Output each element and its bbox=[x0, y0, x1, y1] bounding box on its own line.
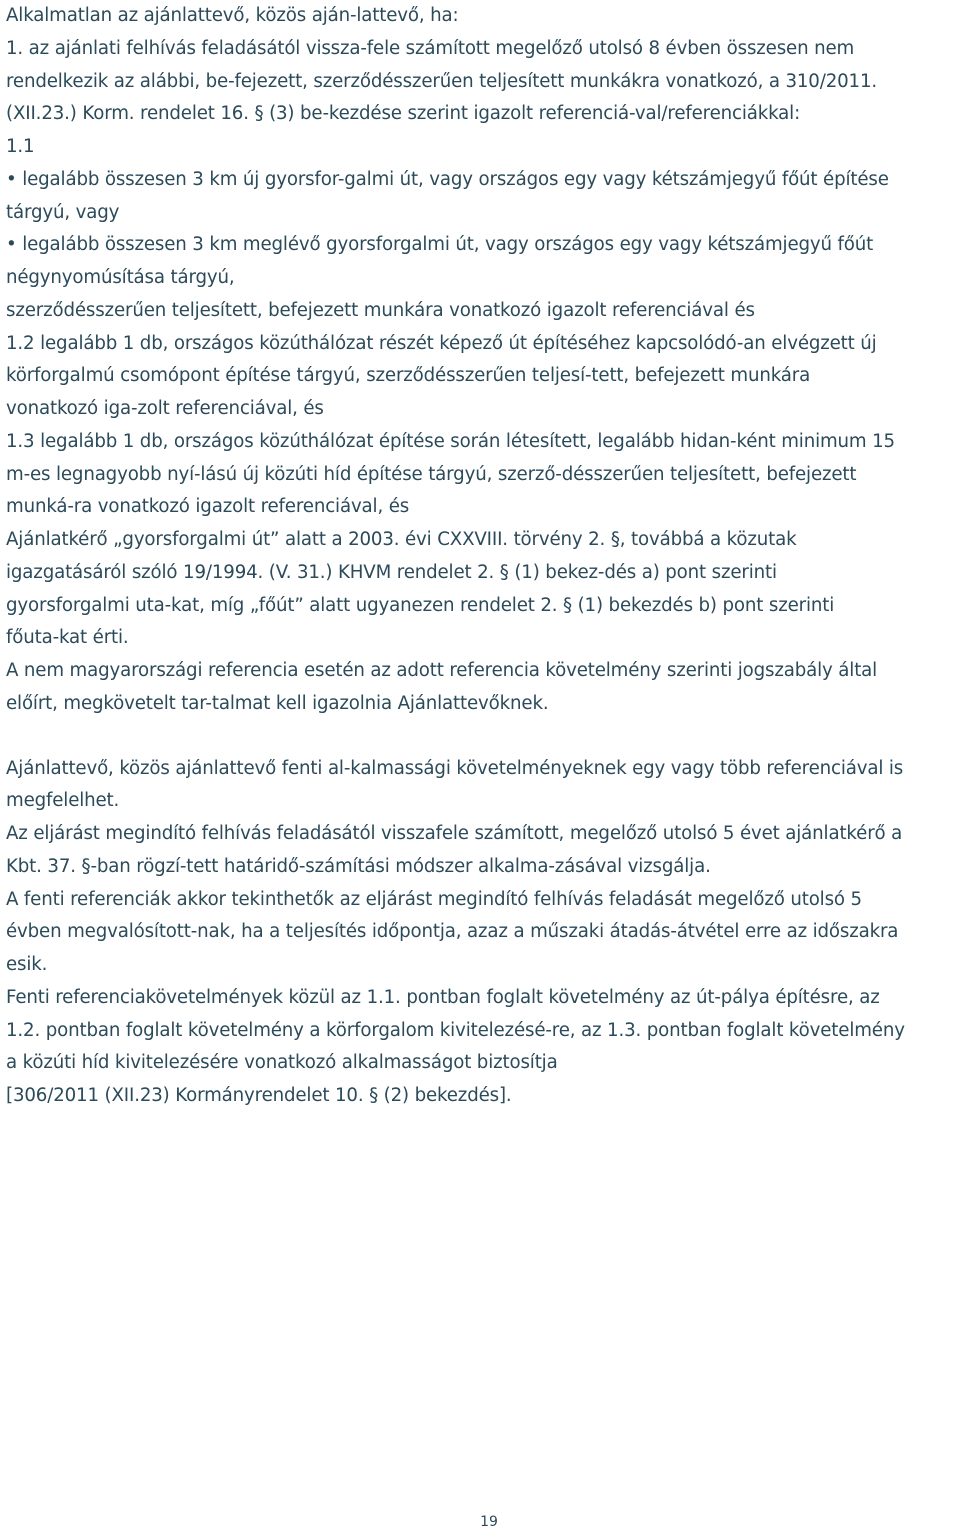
text-line: esik. bbox=[6, 954, 48, 975]
text-line: évben megvalósított-nak, ha a teljesítés időpontja, azaz a műszaki átadás-átvétel erre az időszakra bbox=[6, 921, 899, 943]
text-line: megfelelhet. bbox=[6, 790, 120, 812]
text-line: Az eljárást megindító felhívás feladásától visszafele számított, megelőző utolsó 5 évet ajánlatkérő a bbox=[6, 823, 903, 844]
text-line: előírt, megkövetelt tar-talmat kell igazolnia Ajánlattevőknek. bbox=[6, 692, 549, 714]
text-line: 1.2. pontban foglalt követelmény a körforgalom kivitelezésé-re, az 1.3. pontban foglalt követelmény bbox=[6, 1019, 905, 1041]
text-line: [306/2011 (XII.23) Kormányrendelet 10. § (2) bekezdés]. bbox=[6, 1085, 512, 1106]
text-line: Kbt. 37. §-ban rögzí-tett határidő-számítási módszer alkalma-zásával vizsgálja. bbox=[6, 855, 711, 877]
text-line: Ajánlatkérő „gyorsforgalmi út” alatt a 2003. évi CXXVIII. törvény 2. §, továbbá a közutak bbox=[6, 529, 797, 550]
text-line: 1. az ajánlati felhívás feladásától vissza-fele számított megelőző utolsó 8 évben összesen nem bbox=[6, 37, 855, 59]
text-line: igazgatásáról szóló 19/1994. (V. 31.) KHVM rendelet 2. § (1) bekez-dés a) pont szerinti bbox=[6, 561, 777, 583]
text-line: rendelkezik az alábbi, be-fejezett, szerződésszerűen teljesített munkákra vonatkozó, a 310/2011. bbox=[6, 70, 878, 92]
paragraph-gap bbox=[6, 721, 958, 753]
text-line: szerződésszerűen teljesített, befejezett munkára vonatkozó igazolt referenciával és bbox=[6, 299, 755, 321]
text-line: 1.2 legalább 1 db, országos közúthálózat részét képező út építéséhez kapcsolódó-an elvégzett új bbox=[6, 332, 877, 354]
text-block-requirements bbox=[6, 0, 958, 721]
text-line: körforgalmú csomópont építése tárgyú, szerződésszerűen teljesí-tett, befejezett munkára bbox=[6, 365, 811, 387]
text-line: Fenti referenciakövetelmények közül az 1.1. pontban foglalt követelmény az út-pálya építésre, az bbox=[6, 986, 880, 1008]
text-line: gyorsforgalmi uta-kat, míg „főút” alatt ugyanezen rendelet 2. § (1) bekezdés b) pont szerinti bbox=[6, 594, 835, 616]
text-line: Ajánlattevő, közös ajánlattevő fenti al-kalmassági követelményeknek egy vagy több referenciával is bbox=[6, 757, 904, 779]
text-block-notes bbox=[6, 753, 958, 1113]
text-line: (XII.23.) Korm. rendelet 16. § (3) be-kezdése szerint igazolt referenciá-val/referenciákkal: bbox=[6, 103, 801, 125]
page-number: 19 bbox=[480, 1514, 498, 1530]
text-line: vonatkozó iga-zolt referenciával, és bbox=[6, 398, 324, 419]
text-line: tárgyú, vagy bbox=[6, 201, 120, 223]
text-line: m-es legnagyobb nyí-lású új közúti híd építése tárgyú, szerző-désszerűen teljesített, befejezett bbox=[6, 463, 857, 485]
text-line: főuta-kat érti. bbox=[6, 627, 129, 649]
document-body bbox=[6, 0, 958, 1113]
text-line: a közúti híd kivitelezésére vonatkozó alkalmasságot biztosítja bbox=[6, 1052, 558, 1074]
text-line: 1.3 legalább 1 db, országos közúthálózat építése során létesített, legalább hidan-ként minimum 15 bbox=[6, 430, 895, 452]
text-line: 1.1 bbox=[6, 136, 35, 157]
text-line: A fenti referenciák akkor tekinthetők az eljárást megindító felhívás feladását megelőző utolsó 5 bbox=[6, 888, 862, 910]
text-line: • legalább összesen 3 km új gyorsfor-galmi út, vagy országos egy vagy kétszámjegyű főút építése bbox=[6, 168, 889, 190]
text-line: négynyomúsítása tárgyú, bbox=[6, 267, 235, 288]
text-line: • legalább összesen 3 km meglévő gyorsforgalmi út, vagy országos egy vagy kétszámjegyű főút bbox=[6, 234, 874, 256]
text-line: A nem magyarországi referencia esetén az adott referencia követelmény szerinti jogszabály által bbox=[6, 660, 878, 681]
text-line: munká-ra vonatkozó igazolt referenciával, és bbox=[6, 496, 410, 518]
text-line: Alkalmatlan az ajánlattevő, közös aján-lattevő, ha: bbox=[6, 5, 459, 26]
